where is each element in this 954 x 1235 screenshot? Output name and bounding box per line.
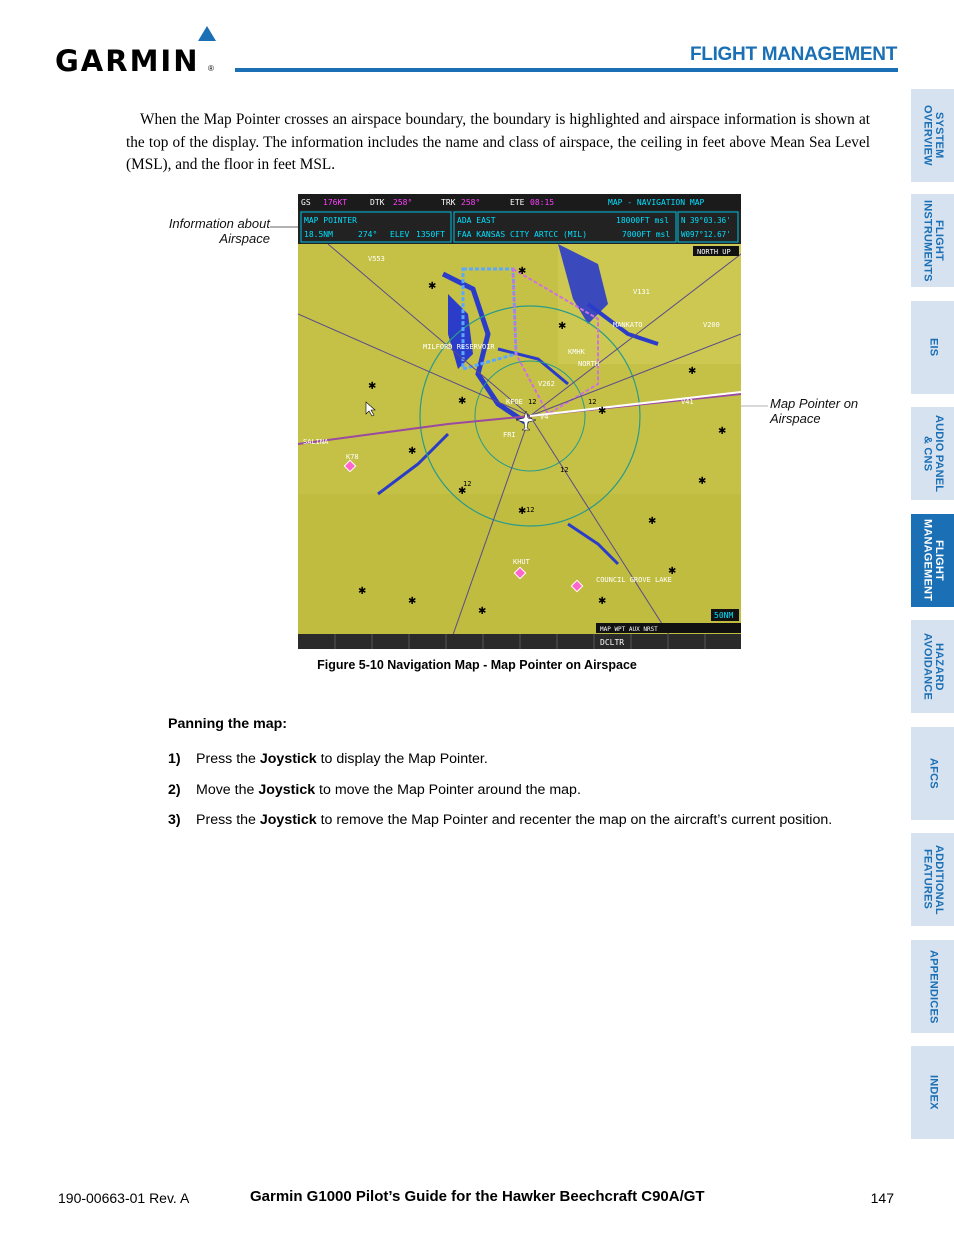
ete-label: ETE [510,198,525,207]
svg-text:✱: ✱ [558,321,567,332]
pointer-title: MAP POINTER [304,216,357,225]
tab-label: FLIGHT MANAGEMENT [921,519,945,602]
doc-number: 190-00663-01 Rev. A [58,1190,190,1206]
tab-system-overview[interactable] [911,89,954,182]
tab-hazard-avoidance[interactable] [911,620,954,713]
svg-text:KHUT: KHUT [513,558,530,566]
svg-text:✱: ✱ [598,406,607,417]
step-text: Move the [196,782,259,798]
figure-caption: Figure 5-10 Navigation Map - Map Pointer on Airspace [317,658,637,672]
gs-label: GS [301,198,311,207]
tab-afcs[interactable] [911,727,954,820]
svg-text:V553: V553 [368,255,385,263]
svg-text:COUNCIL GROVE LAKE: COUNCIL GROVE LAKE [596,576,672,584]
svg-text:✱: ✱ [478,606,487,617]
svg-text:12: 12 [528,398,537,406]
svg-text:V131: V131 [633,288,650,296]
gs-value: 176KT [323,198,348,207]
step-key: Joystick [259,812,317,828]
softkey-dcltr: DCLTR [600,638,625,647]
tab-flight-instruments[interactable] [911,194,954,287]
trk-value: 258° [461,198,481,207]
step-2 [168,782,581,798]
tab-label: ADDITIONAL FEATURES [921,844,945,915]
dtk-label: DTK [370,198,385,207]
tab-label: INDEX [927,1075,940,1110]
svg-text:✱: ✱ [358,586,367,597]
page-group: MAP WPT AUX NRST [600,626,658,633]
tab-audio-panel-cns[interactable] [911,407,954,500]
svg-text:12: 12 [463,480,472,488]
svg-text:12: 12 [588,398,597,406]
tab-label: FLIGHT INSTRUMENTS [921,199,945,282]
svg-text:MANKATO: MANKATO [613,321,643,329]
step-number: 2) [168,782,181,798]
step-text: to remove the Map Pointer and recenter the map on the aircraft’s current position. [316,812,833,828]
section-title: FLIGHT MANAGEMENT [689,44,897,65]
step-number: 3) [168,812,181,828]
svg-text:✱: ✱ [598,596,607,607]
svg-text:SALINA: SALINA [303,438,329,446]
tab-label: EIS [927,338,940,357]
pointer-brg: 274° [358,230,378,239]
svg-text:✱: ✱ [718,426,727,437]
svg-text:✱: ✱ [668,566,677,577]
svg-text:KFOE: KFOE [506,398,523,406]
airspace-ceiling: 18000FT msl [616,216,669,225]
svg-text:✱: ✱ [458,486,467,497]
tab-label: HAZARD AVOIDANCE [921,633,945,700]
pointer-dist: 18.5NM [304,230,333,239]
tab-label: APPENDICES [927,949,940,1024]
svg-text:V41: V41 [681,398,694,406]
svg-text:✱: ✱ [428,281,437,292]
pointer-lon: W097°12.67' [681,230,731,239]
svg-text:✱: ✱ [458,396,467,407]
intro-paragraph [126,109,870,177]
tab-index[interactable] [911,1046,954,1139]
map-range: 50NM [714,611,734,620]
navigation-map-figure [298,194,741,649]
garmin-logo [55,26,220,76]
step-key: Joystick [259,751,317,767]
ete-value: 08:15 [530,198,555,207]
svg-text:V4: V4 [540,413,549,421]
tab-label: SYSTEM OVERVIEW [921,105,945,166]
header-rule [235,68,898,72]
elev-label: ELEV [390,230,410,239]
orientation-label: NORTH UP [697,248,731,256]
svg-text:✱: ✱ [518,506,527,517]
dtk-value: 258° [393,198,413,207]
svg-text:NORTH: NORTH [578,360,600,368]
tab-flight-management[interactable] [911,514,954,607]
elev-value: 1350FT [416,230,445,239]
garmin-wordmark: GARMIN [55,44,200,78]
navigation-map [298,194,741,649]
svg-text:✱: ✱ [698,476,707,487]
svg-text:V200: V200 [703,321,720,329]
svg-text:K78: K78 [346,453,359,461]
footer-title: Garmin G1000 Pilot’s Guide for the Hawker Beechcraft C90A/GT [250,1188,705,1205]
svg-text:✱: ✱ [518,266,527,277]
callout-map-pointer: Map Pointer on Airspace [770,396,859,426]
svg-text:12: 12 [560,466,569,474]
step-key: Joystick [258,782,316,798]
page-title: MAP - NAVIGATION MAP [608,198,705,207]
tab-eis[interactable] [911,301,954,394]
svg-text:✱: ✱ [408,446,417,457]
tab-appendices[interactable] [911,940,954,1033]
svg-text:✱: ✱ [368,381,377,392]
airspace-floor: 7000FT msl [622,230,671,239]
svg-text:FRI: FRI [503,431,516,439]
registered-mark: ® [208,64,214,73]
tab-additional-features[interactable] [911,833,954,926]
svg-text:12: 12 [526,506,535,514]
garmin-triangle-icon [198,26,216,41]
svg-text:KMHK: KMHK [568,348,585,356]
step-number: 1) [168,751,181,767]
step-text: Press the [196,812,260,828]
page-number: 147 [870,1190,894,1206]
trk-label: TRK [441,198,456,207]
svg-text:✱: ✱ [408,596,417,607]
svg-text:✱: ✱ [648,516,657,527]
pointer-lat: N 39°03.36' [681,216,731,225]
step-3 [168,812,832,828]
svg-text:✱: ✱ [688,366,697,377]
step-1 [168,751,488,767]
step-text: to move the Map Pointer around the map. [315,782,581,798]
step-text: Press the [196,751,260,767]
airspace-class: FAA KANSAS CITY ARTCC (MIL) [457,230,588,239]
intro-text: When the Map Pointer crosses an airspace boundary, the boundary is highlighted and airspace information is shown at the top of the display. The information includes the name and class of airspace, the ceiling in feet above Mean Sea Level (MSL), and the floor in feet MSL. [126,111,870,174]
airspace-name: ADA EAST [457,216,496,225]
svg-text:MILFORD RESERVOIR: MILFORD RESERVOIR [423,343,495,351]
panning-title: Panning the map: [168,716,288,732]
tab-label: AUDIO PANEL & CNS [921,414,945,493]
svg-text:V262: V262 [538,380,555,388]
step-text: to display the Map Pointer. [316,751,488,767]
tab-label: AFCS [927,758,940,789]
callout-airspace-info: Information about Airspace [168,216,270,246]
